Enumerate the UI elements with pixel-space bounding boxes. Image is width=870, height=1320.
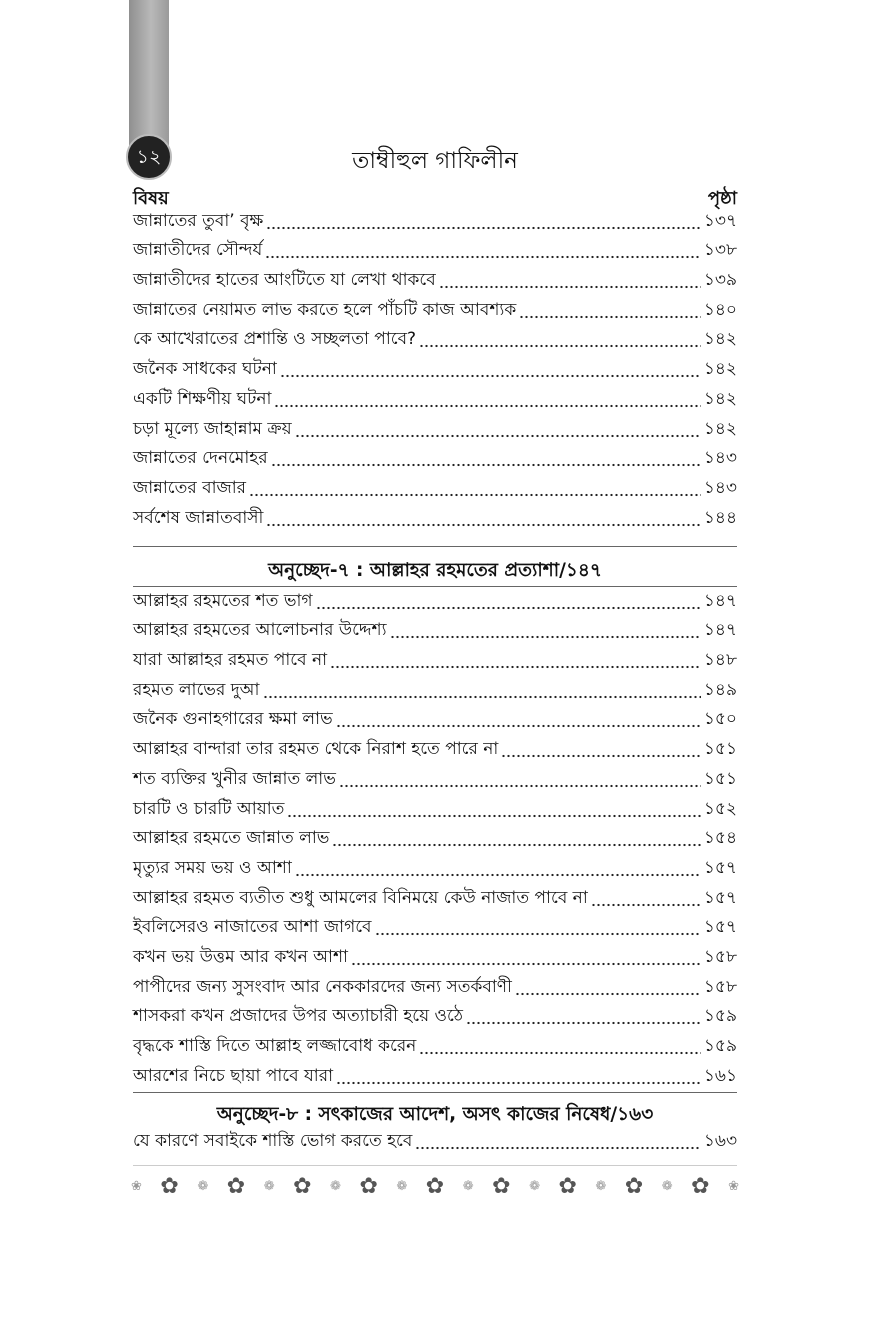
toc-entry-title: জনৈক গুনাহগারের ক্ষমা লাভ — [133, 709, 333, 730]
section-heading-8: অনুচ্ছেদ-৮ : সৎকাজের আদেশ, অসৎ কাজের নিষেধ/১৬৩ — [216, 1104, 654, 1125]
toc-entry-page: ১৩৭ — [703, 210, 737, 231]
toc-entry-page: ১৫৮ — [703, 946, 737, 967]
toc-entry-page: ১৪৭ — [703, 590, 737, 611]
toc-entry-title: জান্নাতের নেয়ামত লাভ করতে হলে পাঁচটি কাজ আবশ্যক — [133, 299, 517, 320]
subject-column-header: বিষয় — [133, 188, 169, 209]
toc-entry — [133, 1004, 737, 1034]
toc-entry — [133, 1128, 737, 1158]
toc-entry-page: ১৪৩ — [703, 448, 737, 469]
toc-entry — [133, 826, 737, 856]
dot-leader — [265, 255, 701, 259]
toc-entry-page: ১৩৮ — [703, 240, 737, 261]
dot-leader — [591, 903, 701, 907]
toc-entry — [133, 736, 737, 766]
footer-rule — [133, 1165, 737, 1166]
toc-entry — [133, 297, 737, 327]
toc-entry-title: শাসকরা কখন প্রজাদের উপর অত্যাচারী হয়ে ওঠে — [133, 1006, 463, 1027]
side-tab — [129, 0, 169, 150]
section-heading-7: অনুচ্ছেদ-৭ : আল্লাহর রহমতের প্রত্যাশা/১৪৭ — [268, 560, 602, 581]
toc-entry-page: ১৫১ — [703, 768, 737, 789]
toc-entry-page: ১৪৭ — [703, 620, 737, 641]
dot-leader — [295, 434, 701, 438]
toc-entry — [133, 766, 737, 796]
toc-entry-page: ১৪২ — [703, 418, 737, 439]
toc-entry-page: ১৬১ — [703, 1065, 737, 1086]
toc-entry — [133, 588, 737, 618]
toc-entry — [133, 416, 737, 446]
toc-entry-title: জান্নাতের দেনমোহর — [133, 448, 268, 469]
toc-entry — [133, 446, 737, 476]
toc-entry-page: ১৫১ — [703, 739, 737, 760]
toc-group-2 — [133, 588, 737, 1093]
toc-entry-title: কখন ভয় উত্তম আর কখন আশা — [133, 946, 348, 967]
toc-entry-page: ১৬৩ — [703, 1130, 737, 1151]
toc-entry — [133, 505, 737, 535]
dot-leader — [339, 784, 701, 788]
toc-entry — [133, 1033, 737, 1063]
toc-entry-page: ১৩৯ — [703, 270, 737, 291]
page-number-badge: ১২ — [126, 134, 172, 180]
toc-entry — [133, 677, 737, 707]
dot-leader — [419, 1051, 701, 1055]
toc-entry — [133, 647, 737, 677]
dot-leader — [375, 932, 701, 936]
floral-ornament-border: ❀ ✿ ❁ ✿ ❁ ✿ ❁ ✿ ❁ ✿ ❁ ✿ ❁ ✿ ❁ ✿ ❁ ✿ ❀ — [131, 1173, 739, 1199]
divider — [133, 546, 737, 547]
toc-entry-page: ১৫৭ — [703, 917, 737, 938]
toc-entry — [133, 707, 737, 737]
toc-entry-title: জান্নাতের তুবা’ বৃক্ষ — [133, 210, 264, 231]
toc-entry — [133, 1063, 737, 1093]
toc-entry-page: ১৫৮ — [703, 976, 737, 997]
dot-leader — [274, 404, 700, 408]
dot-leader — [287, 814, 700, 818]
dot-leader — [519, 315, 701, 319]
toc-entry-title: আল্লাহর রহমতে জান্নাত লাভ — [133, 828, 330, 849]
dot-leader — [295, 873, 701, 877]
toc-entry-page: ১৫৭ — [703, 857, 737, 878]
dot-leader — [390, 635, 701, 639]
dot-leader — [415, 1146, 701, 1150]
toc-entry — [133, 944, 737, 974]
toc-entry — [133, 855, 737, 885]
toc-entry — [133, 386, 737, 416]
toc-entry — [133, 885, 737, 915]
toc-entry-page: ১৪২ — [703, 329, 737, 350]
toc-entry-title: মৃত্যুর সময় ভয় ও আশা — [133, 857, 292, 878]
toc-entry-page: ১৫৭ — [703, 887, 737, 908]
divider — [133, 1092, 737, 1093]
dot-leader — [280, 374, 701, 378]
toc-entry-page: ১৪৪ — [703, 507, 737, 528]
page-column-header: পৃষ্ঠা — [707, 188, 737, 209]
toc-entry-title: যে কারণে সবাইকে শাস্তি ভোগ করতে হবে — [133, 1130, 413, 1151]
toc-entry — [133, 267, 737, 297]
dot-leader — [501, 754, 701, 758]
toc-entry-title: জান্নাতীদের হাতের আংটিতে যা লেখা থাকবে — [133, 270, 436, 291]
toc-entry-page: ১৫২ — [703, 798, 737, 819]
dot-leader — [515, 992, 701, 996]
toc-entry — [133, 356, 737, 386]
dot-leader — [263, 695, 701, 699]
toc-entry-title: ইবলিসেরও নাজাতের আশা জাগবে — [133, 917, 372, 938]
toc-entry-title: জান্নাতীদের সৌন্দর্য — [133, 240, 263, 261]
toc-entry-title: শত ব্যক্তির খুনীর জান্নাত লাভ — [133, 768, 336, 789]
toc-entry-page: ১৪২ — [703, 388, 737, 409]
toc-entry-title: সর্বশেষ জান্নাতবাসী — [133, 507, 264, 528]
toc-entry-page: ১৪০ — [703, 299, 737, 320]
dot-leader — [249, 493, 701, 497]
toc-entry-page: ১৪৮ — [703, 650, 737, 671]
dot-leader — [330, 665, 701, 669]
toc-entry-title: আল্লাহর রহমতের আলোচনার উদ্দেশ্য — [133, 620, 387, 641]
toc-entry — [133, 618, 737, 648]
dot-leader — [316, 606, 701, 610]
toc-entry — [133, 974, 737, 1004]
toc-entry — [133, 796, 737, 826]
dot-leader — [332, 843, 700, 847]
toc-entry-page: ১৪৯ — [703, 679, 737, 700]
dot-leader — [419, 344, 701, 348]
toc-entry — [133, 238, 737, 268]
toc-entry — [133, 327, 737, 357]
toc-entry-title: বৃদ্ধকে শাস্তি দিতে আল্লাহ লজ্জাবোধ করেন — [133, 1036, 417, 1056]
toc-entry-page: ১৫০ — [703, 709, 737, 730]
toc-entry — [133, 208, 737, 238]
toc-entry — [133, 475, 737, 505]
toc-entry-title: আল্লাহর বান্দারা তার রহমত থেকে নিরাশ হতে পারে না — [133, 739, 499, 760]
book-title: তাম্বীহুল গাফিলীন — [352, 148, 518, 174]
toc-entry-page: ১৫৪ — [703, 828, 737, 849]
toc-entry-title: আরশের নিচে ছায়া পাবে যারা — [133, 1065, 333, 1086]
dot-leader — [351, 962, 701, 966]
toc-entry-title: আল্লাহর রহমতের শত ভাগ — [133, 590, 313, 611]
dot-leader — [266, 523, 701, 527]
toc-entry-title: একটি শিক্ষণীয় ঘটনা — [133, 388, 272, 409]
toc-entry — [133, 915, 737, 945]
toc-entry-title: জান্নাতের বাজার — [133, 477, 246, 498]
toc-entry-page: ১৫৯ — [703, 1036, 737, 1056]
dot-leader — [336, 724, 701, 728]
toc-entry-page: ১৫৯ — [703, 1006, 737, 1027]
toc-entry-page: ১৪৩ — [703, 477, 737, 498]
toc-entry-title: রহমত লাভের দুআ — [133, 679, 260, 700]
toc-entry-title: আল্লাহর রহমত ব্যতীত শুধু আমলের বিনিময়ে কেউ নাজাত পাবে না — [133, 887, 588, 908]
toc-entry-title: চড়া মূল্যে জাহান্নাম ক্রয় — [133, 418, 292, 439]
dot-leader — [466, 1021, 701, 1025]
toc-group-1 — [133, 208, 737, 535]
toc-entry-title: চারটি ও চারটি আয়াত — [133, 798, 285, 819]
toc-entry-page: ১৪২ — [703, 359, 737, 380]
toc-group-3 — [133, 1128, 737, 1158]
toc-entry-title: পাপীদের জন্য সুসংবাদ আর নেককারদের জন্য সতর্কবাণী — [133, 976, 512, 997]
dot-leader — [336, 1081, 701, 1085]
toc-entry-title: কে আখেরাতের প্রশান্তি ও সচ্ছলতা পাবে? — [133, 329, 417, 350]
dot-leader — [266, 226, 701, 230]
toc-entry-title: জনৈক সাধকের ঘটনা — [133, 359, 277, 380]
toc-entry-title: যারা আল্লাহর রহমত পাবে না — [133, 650, 328, 671]
dot-leader — [271, 463, 701, 467]
dot-leader — [439, 285, 701, 289]
